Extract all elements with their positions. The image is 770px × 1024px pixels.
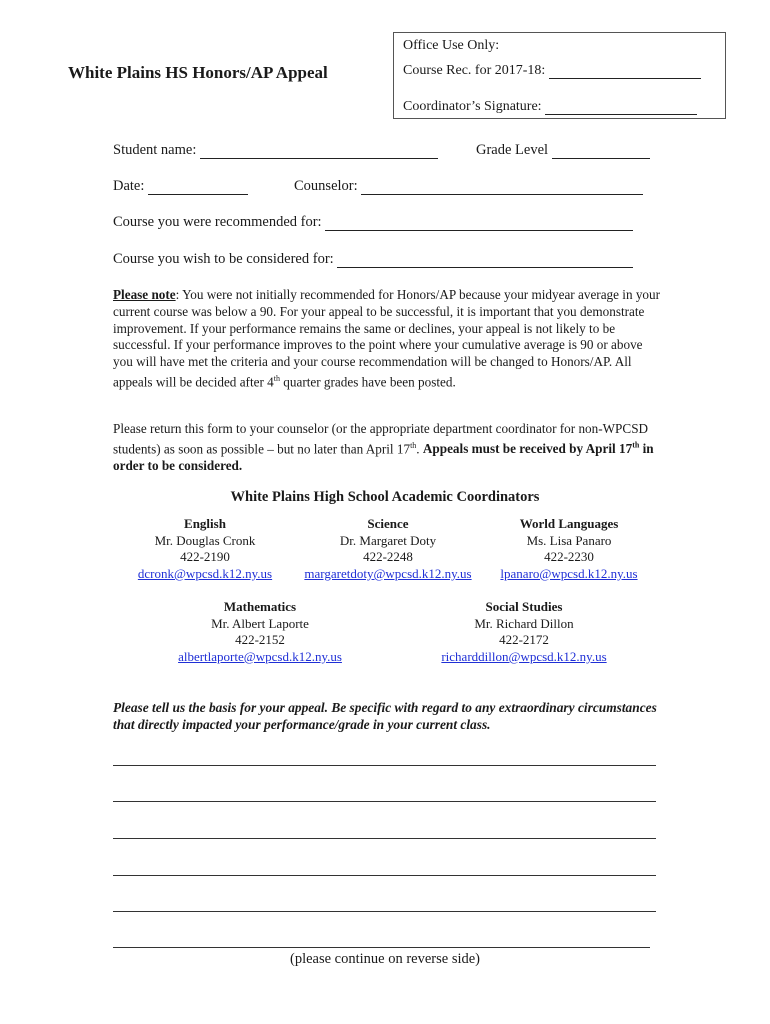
course-rec-label: Course Rec. for 2017-18: [403,63,546,78]
english-subject: English [184,516,226,531]
coordinator-signature-line[interactable] [545,114,697,115]
continue-note: (please continue on reverse side) [289,951,481,967]
mathematics-email-link[interactable]: albertlaporte@wpcsd.k12.ny.us [178,648,342,664]
note-paragraph [113,287,661,391]
mathematics-name: Mr. Albert Laporte [211,615,309,631]
appeal-writing-line[interactable] [113,838,656,839]
appeal-writing-line[interactable] [113,947,650,948]
date-field[interactable] [113,178,248,195]
mathematics-phone: 422-2152 [235,632,285,648]
note-sup: th [273,373,280,383]
note-label: Please note [113,287,176,302]
course-wish-field[interactable] [113,251,633,268]
course-recommended-label: Course you were recommended for: [113,214,322,230]
course-rec-field[interactable] [403,63,701,79]
coordinator-science [288,516,488,582]
office-use-box [393,32,726,119]
english-email-link[interactable]: dcronk@wpcsd.k12.ny.us [137,565,273,581]
social-studies-phone: 422-2172 [499,632,549,648]
course-wish-label: Course you wish to be considered for: [113,251,334,267]
date-line[interactable] [148,194,248,195]
coordinator-signature-field[interactable] [403,99,697,115]
note-text: : You were not initially recommended for Honors/AP because your midyear average in your current course was below a 90. For your appeal to be successful, it is important that you demonstrate improvement. If your performance remains the same or declines, your appeal is not likely to be successful. If your performance improves to the point where your cumulative average is 90 or above you will have met the criteria and your course recommendation will be changed to Honors/AP. All appeals will be decided after 4 [113,287,661,390]
course-wish-line[interactable] [337,267,633,268]
coordinator-world-languages [478,516,660,582]
course-recommended-line[interactable] [325,230,633,231]
world-languages-subject: World Languages [519,516,619,531]
english-name: Mr. Douglas Cronk [154,532,256,548]
mathematics-subject: Mathematics [223,599,297,614]
coordinator-social-studies [419,599,629,665]
grade-level-label: Grade Level [476,142,549,158]
social-studies-name: Mr. Richard Dillon [474,615,574,631]
coordinator-mathematics [155,599,365,665]
return-text2: . [416,441,423,457]
appeal-writing-line[interactable] [113,875,656,876]
return-sup2: th [632,440,640,450]
appeal-prompt: Please tell us the basis for your appeal. Be specific with regard to any extraordinary circumstances that directly impacted your performance/grade in your current class. [113,700,657,732]
science-subject: Science [367,516,409,531]
coordinator-english [115,516,295,582]
grade-level-field[interactable] [476,142,650,159]
counselor-line[interactable] [361,194,643,195]
appeal-writing-line[interactable] [113,911,656,912]
return-paragraph [113,421,661,475]
appeal-writing-line[interactable] [113,801,656,802]
world-languages-name: Ms. Lisa Panaro [526,532,612,548]
office-use-label: Office Use Only: [403,38,500,53]
course-recommended-field[interactable] [113,214,633,231]
student-name-label: Student name: [113,142,197,158]
science-email-link[interactable]: margaretdoty@wpcsd.k12.ny.us [304,565,472,581]
coordinator-signature-label: Coordinator’s Signature: [403,99,542,114]
return-bold1: Appeals must be received by April 17 [422,441,633,457]
grade-level-line[interactable] [552,158,650,159]
counselor-label: Counselor: [294,178,358,194]
world-languages-phone: 422-2230 [544,549,594,565]
page-title: White Plains HS Honors/AP Appeal [68,63,328,82]
return-text: Please return this form to your counselor (or the appropriate department coordinator for non-WPCSD students) as soon as possible – but no later than April 17 [113,421,649,457]
return-bold2: in order to be considered. [113,441,654,473]
appeal-writing-line[interactable] [113,765,656,766]
science-phone: 422-2248 [363,549,413,565]
student-name-field[interactable] [113,142,438,159]
date-label: Date: [113,178,145,194]
english-phone: 422-2190 [180,549,230,565]
science-name: Dr. Margaret Doty [339,532,437,548]
student-name-line[interactable] [200,158,438,159]
social-studies-subject: Social Studies [485,599,563,614]
note-text-end: quarter grades have been posted. [279,374,456,390]
counselor-field[interactable] [294,178,643,195]
coordinators-title: White Plains High School Academic Coordinators [230,489,540,505]
return-sup1: th [410,440,417,450]
course-rec-line[interactable] [549,78,701,79]
social-studies-email-link[interactable]: richarddillon@wpcsd.k12.ny.us [441,648,607,664]
world-languages-email-link[interactable]: lpanaro@wpcsd.k12.ny.us [500,565,638,581]
